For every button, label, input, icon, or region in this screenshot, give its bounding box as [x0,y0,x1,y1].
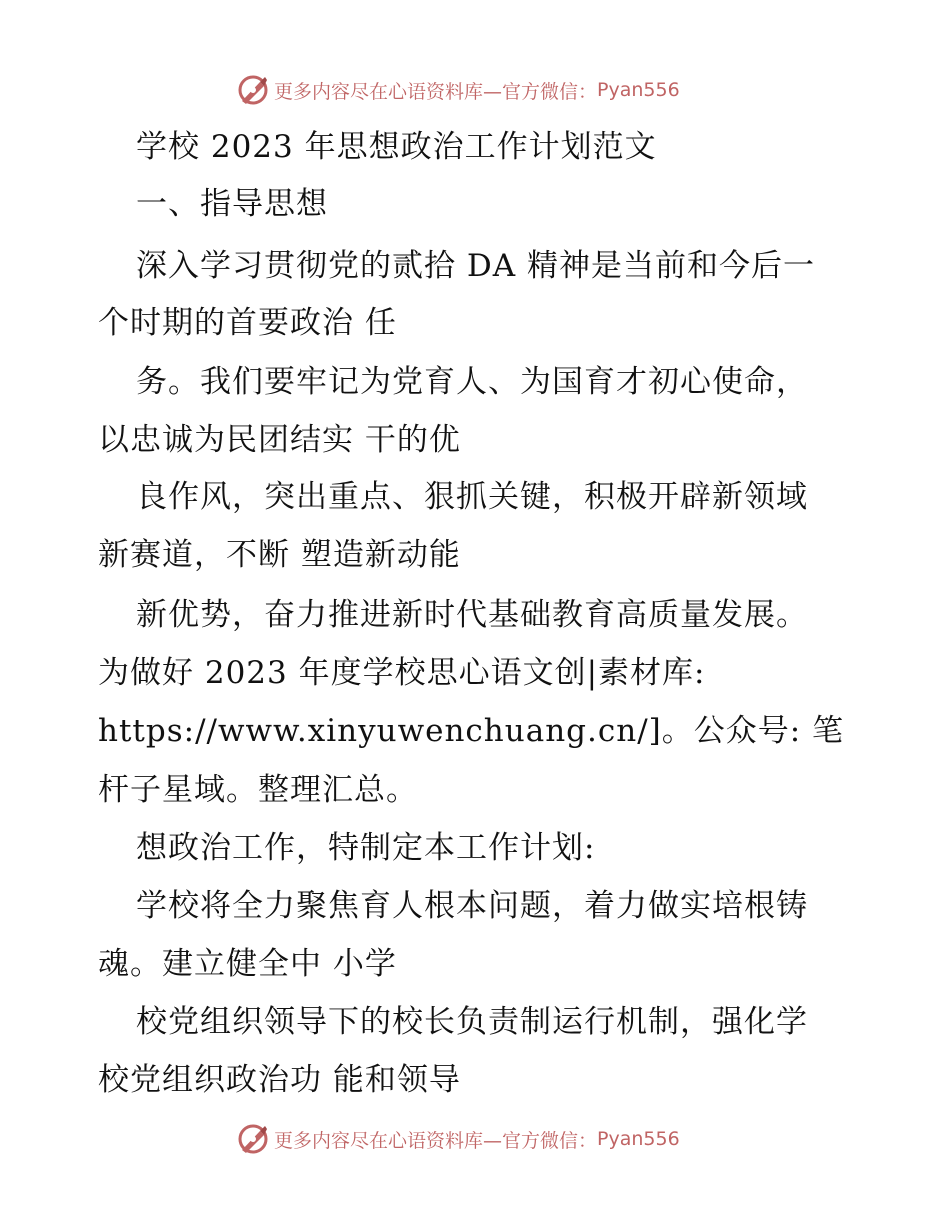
document-title: 学校 2023 年思想政治工作计划范文 [136,129,657,165]
paragraph-line-url: https://www.xinyuwenchuang.cn/]。公众号: 笔 [98,713,845,749]
paragraph-line: 校党组织政治功 能和领导 [98,1062,461,1098]
section-heading: 一、指导思想 [136,186,328,222]
paragraph-line: 杆子星域。整理汇总。 [98,772,418,808]
paragraph-line: 深入学习贯彻党的贰拾 DA 精神是当前和今后一 [136,248,815,284]
banner-wechat-id: Pyan556 [597,79,680,101]
quill-pen-seal-icon [236,73,270,107]
paragraph-line: 良作风，突出重点、狠抓关键，积极开辟新领域 [136,479,808,515]
paragraph-line: 魂。建立健全中 小学 [98,946,397,982]
banner-text: 更多内容尽在心语资料库—官方微信： [274,80,598,103]
paragraph-line: 新赛道，不断 塑造新动能 [98,537,461,573]
paragraph-line: 新优势，奋力推进新时代基础教育高质量发展。 [136,597,808,633]
footer-watermark-banner [236,1122,680,1156]
paragraph-line: 为做好 2023 年度学校思心语文创|素材库: [98,655,706,691]
paragraph-line: 校党组织领导下的校长负责制运行机制，强化学 [136,1004,808,1040]
quill-pen-seal-icon [236,1122,270,1156]
paragraph-line: 个时期的首要政治 任 [98,305,397,341]
banner-wechat-id: Pyan556 [597,1128,680,1150]
paragraph-line: 学校将全力聚焦育人根本问题，着力做实培根铸 [136,888,808,924]
paragraph-line: 务。我们要牢记为党育人、为国育才初心使命， [136,364,808,400]
header-watermark-banner [236,73,680,107]
paragraph-line: 想政治工作，特制定本工作计划: [136,830,596,866]
banner-text: 更多内容尽在心语资料库—官方微信： [274,1129,598,1152]
paragraph-line: 以忠诚为民团结实 干的优 [98,422,461,458]
